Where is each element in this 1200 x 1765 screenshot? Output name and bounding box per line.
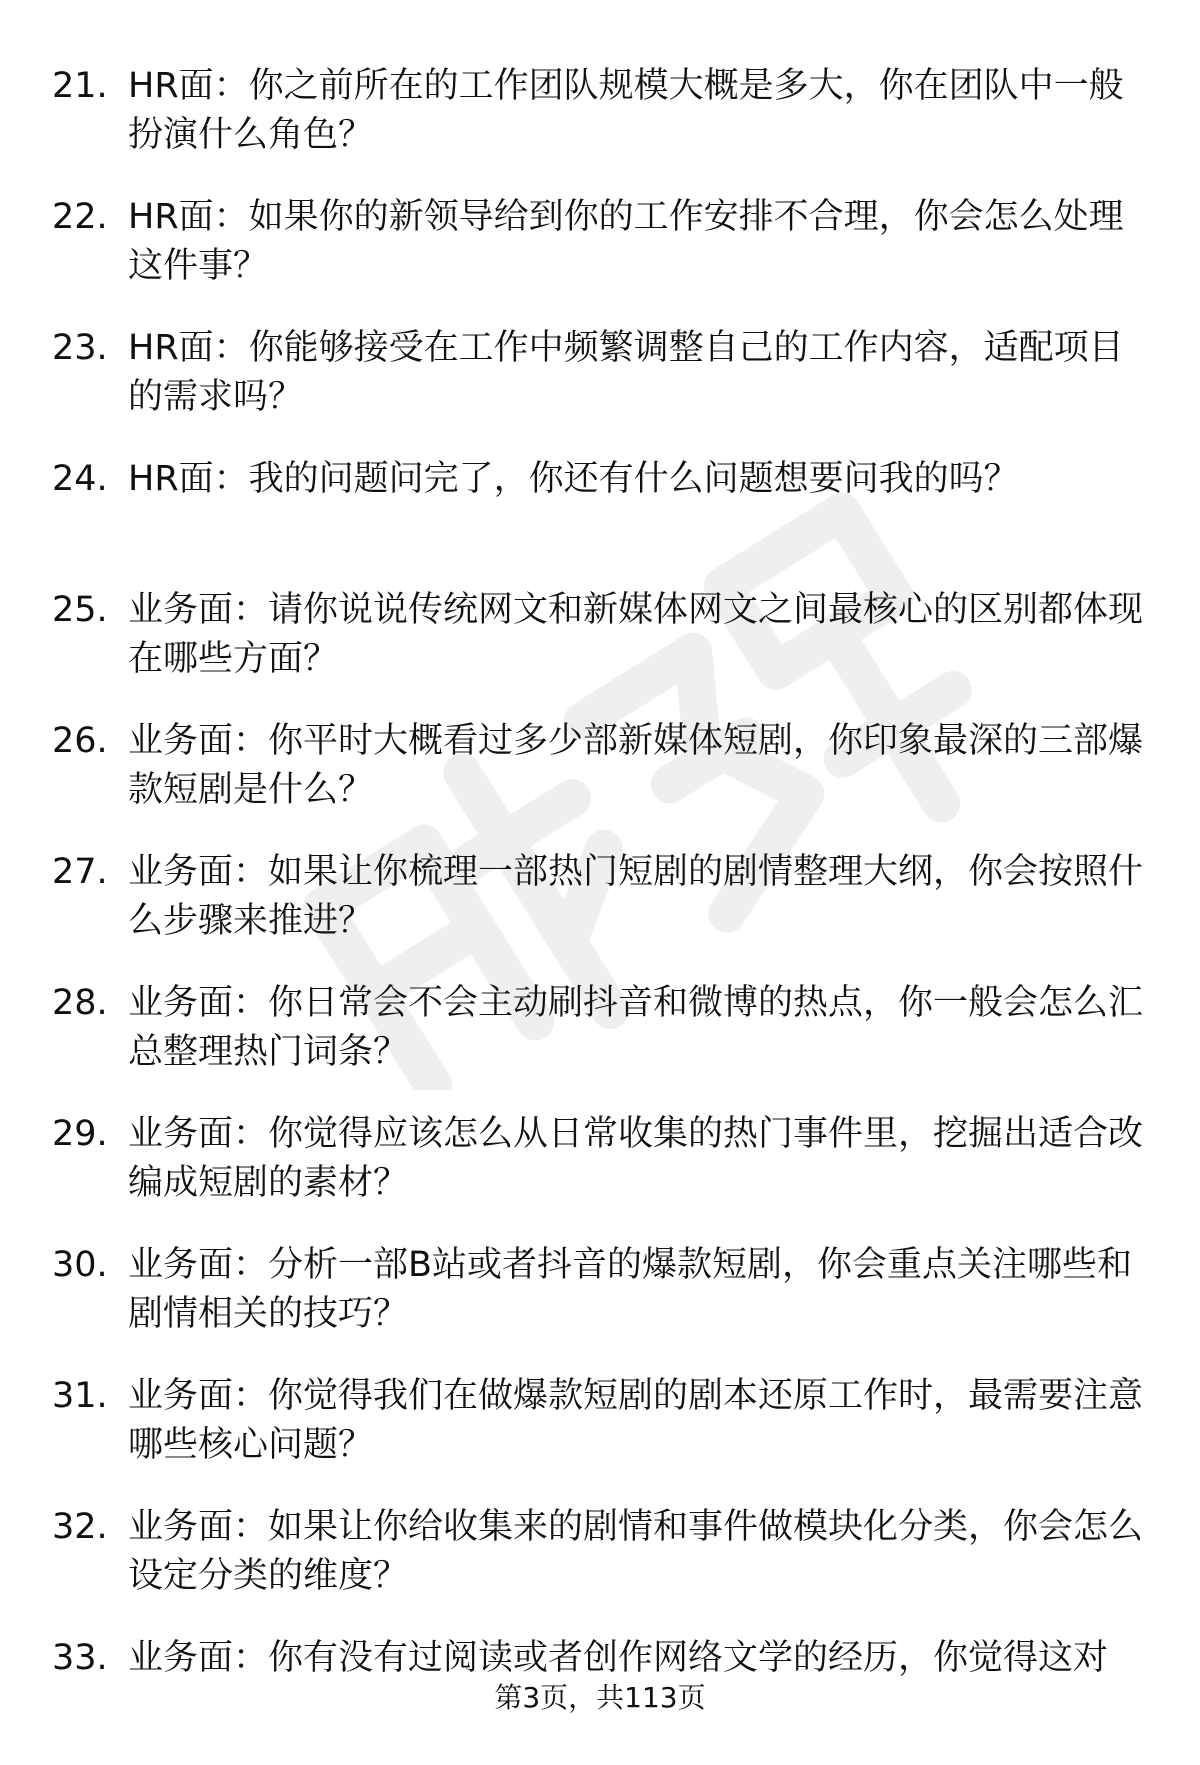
question-number: 28.: [52, 983, 108, 1023]
question-text: 业务面：你有没有过阅读或者创作网络文学的经历，你觉得这对: [128, 1638, 1109, 1678]
question-number: 27.: [52, 852, 108, 892]
list-item: [0, 848, 1200, 979]
list-item: [0, 193, 1200, 324]
question-text: 业务面：你日常会不会主动刷抖音和微博的热点，你一般会怎么汇总整理热门词条？: [128, 983, 1144, 1072]
question-text: 业务面：请你说说传统网文和新媒体网文之间最核心的区别都体现在哪些方面？: [128, 590, 1144, 679]
question-text: 业务面：如果让你梳理一部热门短剧的剧情整理大纲，你会按照什么步骤来推进？: [128, 852, 1144, 941]
question-number: 24.: [52, 459, 108, 499]
list-item: [0, 1110, 1200, 1241]
list-item: [0, 586, 1200, 717]
page-footer: 第3页，共113页: [494, 1681, 706, 1714]
question-text: HR面：你能够接受在工作中频繁调整自己的工作内容，适配项目的需求吗？: [128, 328, 1124, 417]
list-item: [0, 324, 1200, 455]
question-number: 26.: [52, 721, 108, 761]
question-number: 25.: [52, 590, 108, 630]
question-text: HR面：如果你的新领导给到你的工作安排不合理，你会怎么处理这件事？: [128, 197, 1124, 286]
question-text: HR面：你之前所在的工作团队规模大概是多大，你在团队中一般扮演什么角色？: [128, 66, 1124, 155]
list-item: [0, 1503, 1200, 1634]
question-number: 33.: [52, 1638, 108, 1678]
question-number: 30.: [52, 1245, 108, 1285]
list-item: [0, 979, 1200, 1110]
list-item: [0, 1241, 1200, 1372]
question-number: 21.: [52, 66, 108, 106]
question-number: 22.: [52, 197, 108, 237]
question-text: 业务面：你觉得应该怎么从日常收集的热门事件里，挖掘出适合改编成短剧的素材？: [128, 1114, 1144, 1203]
list-item: [0, 455, 1200, 586]
list-item: [0, 62, 1200, 193]
list-item: [0, 1372, 1200, 1503]
question-number: 32.: [52, 1507, 108, 1547]
question-text: 业务面：如果让你给收集来的剧情和事件做模块化分类，你会怎么设定分类的维度？: [128, 1507, 1144, 1596]
list-item: [0, 717, 1200, 848]
question-number: 23.: [52, 328, 108, 368]
question-text: 业务面：你平时大概看过多少部新媒体短剧，你印象最深的三部爆款短剧是什么？: [128, 721, 1144, 810]
question-text: 业务面：你觉得我们在做爆款短剧的剧本还原工作时，最需要注意哪些核心问题？: [128, 1376, 1144, 1465]
question-text: HR面：我的问题问完了，你还有什么问题想要问我的吗？: [128, 459, 1019, 499]
question-list: [0, 62, 1200, 1765]
question-text: 业务面：分析一部B站或者抖音的爆款短剧，你会重点关注哪些和剧情相关的技巧？: [128, 1245, 1133, 1334]
question-number: 31.: [52, 1376, 108, 1416]
question-number: 29.: [52, 1114, 108, 1154]
